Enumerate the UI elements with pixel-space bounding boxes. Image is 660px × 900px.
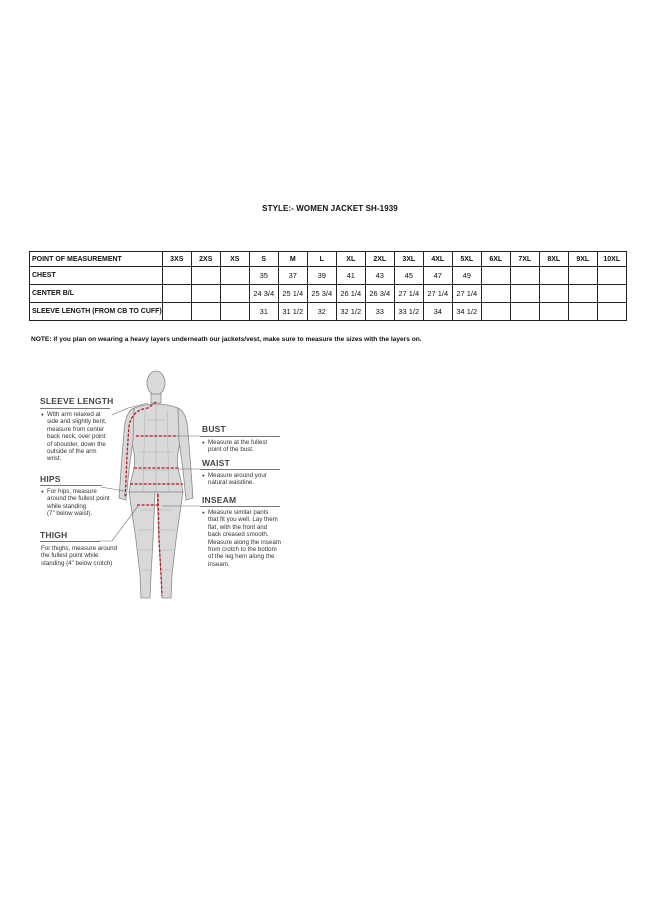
table-cell: 26 3/4 bbox=[365, 285, 394, 303]
sleeve-length-rule bbox=[40, 408, 110, 409]
inseam-description: ● Measure similar pants that fit you well. Lay them flat, with the front and back creased smooth. Measure along the inseam from crotch to the bottom of the leg hem along the inseam. bbox=[202, 509, 303, 568]
table-cell: 47 bbox=[423, 267, 452, 285]
table-cell: 43 bbox=[365, 267, 394, 285]
header-cell-size: 10XL bbox=[597, 252, 626, 267]
hips-description: ● For hips, measure around the fullest point while standing (7" below waist). bbox=[41, 488, 137, 518]
waist-rule bbox=[200, 469, 280, 470]
header-cell-size: 2XS bbox=[191, 252, 220, 267]
table-cell: 33 bbox=[365, 303, 394, 321]
table-cell: 45 bbox=[394, 267, 423, 285]
hips-rule bbox=[40, 485, 102, 486]
header-cell-size: M bbox=[278, 252, 307, 267]
table-cell: 26 1/4 bbox=[336, 285, 365, 303]
table-cell: 25 1/4 bbox=[278, 285, 307, 303]
header-cell-size: 3XS bbox=[162, 252, 191, 267]
table-cell: 32 bbox=[307, 303, 336, 321]
table-cell: 39 bbox=[307, 267, 336, 285]
table-cell: 27 1/4 bbox=[394, 285, 423, 303]
table-cell: 33 1/2 bbox=[394, 303, 423, 321]
thigh-description: For thighs, measure around the fullest point while standing (4" below crotch) bbox=[41, 545, 118, 567]
table-cell: 34 1/2 bbox=[452, 303, 481, 321]
sleeve-length-description: ● With arm relaxed at side and slightly bent, measure from center back neck, over point of shoulder, down the outside of the arm wrist. bbox=[41, 411, 137, 463]
header-cell-size: XL bbox=[336, 252, 365, 267]
table-cell: 32 1/2 bbox=[336, 303, 365, 321]
waist-description: ● Measure around your natural waistline. bbox=[202, 472, 298, 487]
header-cell-size: S bbox=[249, 252, 278, 267]
table-cell: 27 1/4 bbox=[423, 285, 452, 303]
table-cell: 35 bbox=[249, 267, 278, 285]
header-cell-size: 8XL bbox=[539, 252, 568, 267]
header-cell-size: 7XL bbox=[510, 252, 539, 267]
header-cell-size: 3XL bbox=[394, 252, 423, 267]
waist-heading: WAIST bbox=[202, 458, 230, 468]
header-cell-measurement: POINT OF MEASUREMENT bbox=[30, 252, 163, 267]
header-cell-size: 6XL bbox=[481, 252, 510, 267]
table-cell: 34 bbox=[423, 303, 452, 321]
table-cell: 25 3/4 bbox=[307, 285, 336, 303]
table-cell: 49 bbox=[452, 267, 481, 285]
table-cell: 41 bbox=[336, 267, 365, 285]
row-label: CHEST bbox=[30, 267, 163, 285]
bust-heading: BUST bbox=[202, 424, 226, 434]
table-cell: 31 bbox=[249, 303, 278, 321]
table-cell: 27 1/4 bbox=[452, 285, 481, 303]
header-cell-size: 4XL bbox=[423, 252, 452, 267]
sleeve-length-heading: SLEEVE LENGTH bbox=[40, 396, 114, 406]
table-cell: 37 bbox=[278, 267, 307, 285]
style-title: STYLE:- WOMEN JACKET SH-1939 bbox=[262, 204, 398, 213]
hips-heading: HIPS bbox=[40, 474, 61, 484]
table-cell: 24 3/4 bbox=[249, 285, 278, 303]
table-cell: 31 1/2 bbox=[278, 303, 307, 321]
thigh-heading: THIGH bbox=[40, 530, 68, 540]
thigh-rule bbox=[40, 541, 100, 542]
bust-rule bbox=[200, 436, 280, 437]
row-label: SLEEVE LENGTH (FROM CB TO CUFF) bbox=[30, 303, 163, 321]
header-cell-size: XS bbox=[220, 252, 249, 267]
header-cell-size: 9XL bbox=[568, 252, 597, 267]
header-cell-size: 5XL bbox=[452, 252, 481, 267]
bust-description: ● Measure at the fullest point of the bust. bbox=[202, 439, 298, 454]
row-label: CENTER B/L bbox=[30, 285, 163, 303]
layering-note: NOTE: if you plan on wearing a heavy layers underneath our jackets/vest, make sure to measure the sizes with the layers on. bbox=[31, 336, 422, 343]
header-cell-size: L bbox=[307, 252, 336, 267]
inseam-heading: INSEAM bbox=[202, 495, 237, 505]
header-cell-size: 2XL bbox=[365, 252, 394, 267]
inseam-rule bbox=[200, 506, 280, 507]
